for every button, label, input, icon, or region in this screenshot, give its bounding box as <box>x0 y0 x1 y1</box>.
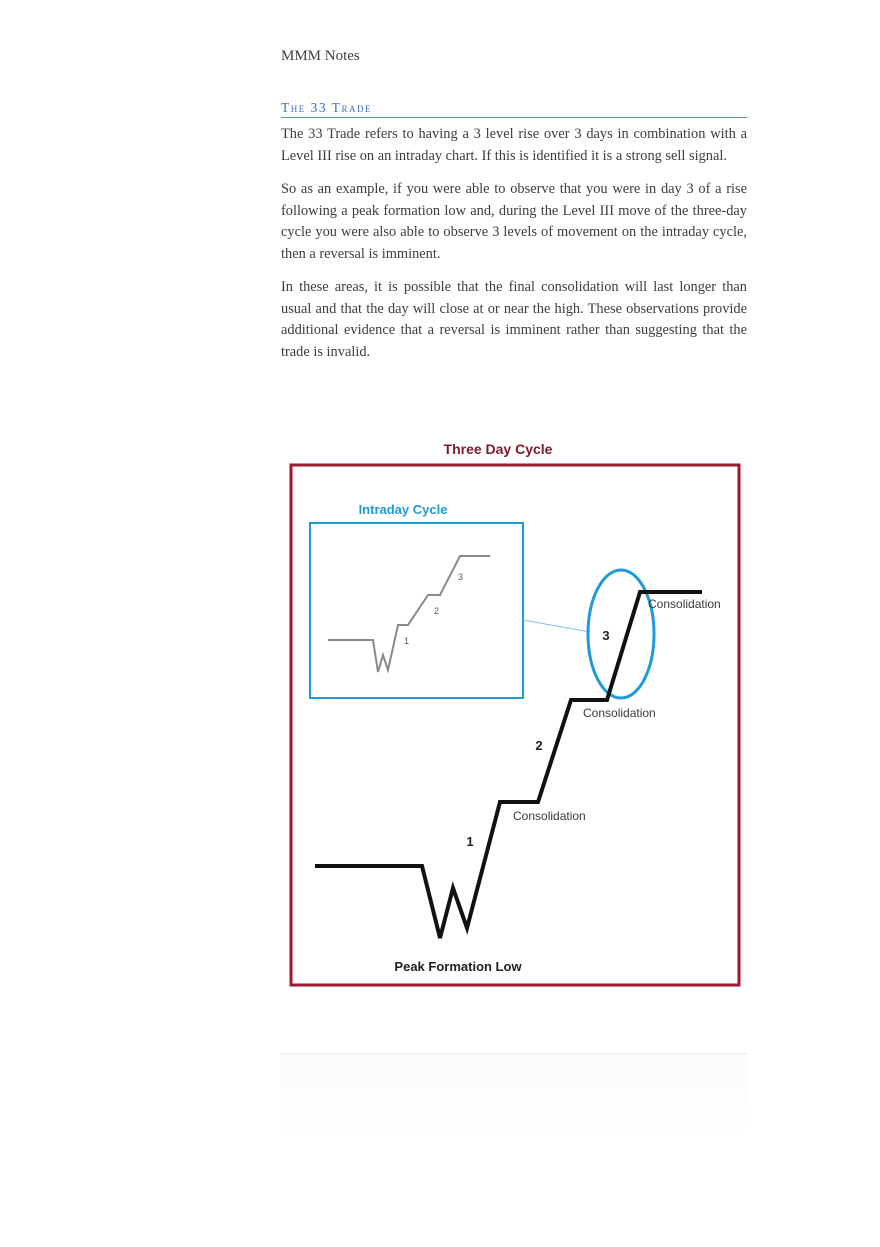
three-day-cycle-diagram <box>280 430 880 1150</box>
figure-footer-shadow <box>280 1053 747 1139</box>
level-2-label: 2 <box>535 738 543 753</box>
consolidation-label-1: Consolidation <box>513 809 586 823</box>
three-day-cycle-figure <box>280 430 880 1150</box>
running-header: MMM Notes <box>281 48 360 64</box>
inset-level-3: 3 <box>458 572 464 582</box>
cycle-frame <box>291 465 739 985</box>
section-title: The 33 Trade <box>281 100 747 118</box>
level-1-label: 1 <box>466 834 474 849</box>
level-3-highlight-ellipse <box>588 570 654 698</box>
paragraph-1: The 33 Trade refers to having a 3 level rise over 3 days in combination with a Level III rise on an intraday chart. If this is identified it is a strong sell signal. <box>281 126 747 164</box>
intraday-price-line <box>328 556 490 672</box>
inset-connector-line <box>523 620 590 632</box>
paragraph-3: In these areas, it is possible that the final consolidation will last longer than usual and that the day will close at or near the high. These observations provide additional evidence that a reversal is imminent rather than suggesting that the trade is invalid. <box>281 279 747 361</box>
figure-title: Three Day Cycle <box>443 441 553 457</box>
inset-title: Intraday Cycle <box>358 502 448 517</box>
inset-level-1: 1 <box>404 636 410 646</box>
peak-formation-low-label: Peak Formation Low <box>394 959 522 974</box>
inset-level-2: 2 <box>434 606 440 616</box>
level-3-label: 3 <box>602 628 610 643</box>
paragraph-2: So as an example, if you were able to observe that you were in day 3 of a rise following a peak formation low and, during the Level III move of the three-day cycle you were also able to observe 3 levels of movement on the intraday cycle, then a reversal is imminent. <box>281 181 747 263</box>
consolidation-label-3: Consolidation <box>648 597 721 611</box>
consolidation-label-2: Consolidation <box>583 706 656 720</box>
